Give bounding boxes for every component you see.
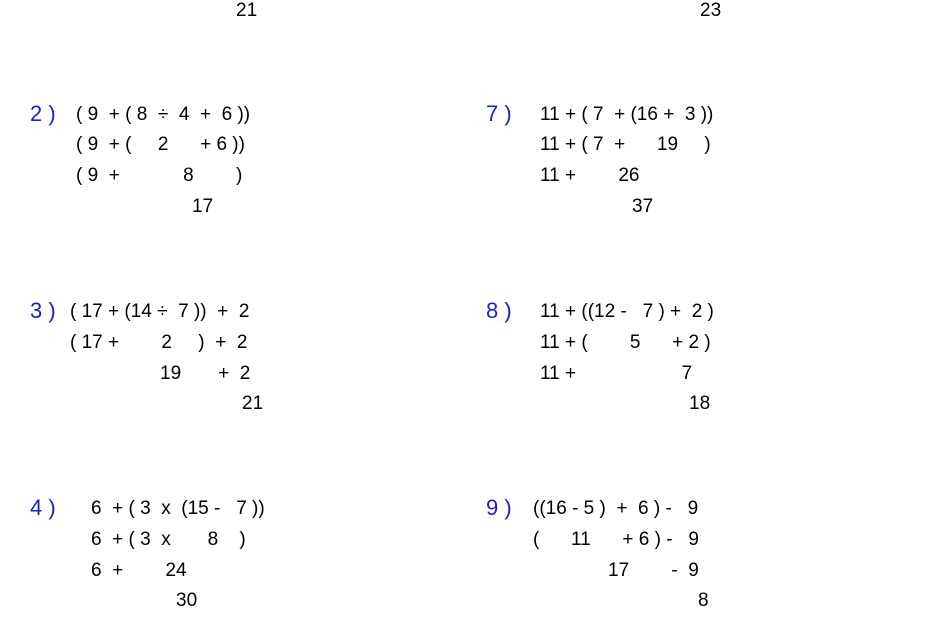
problem-6-final-result: 23 <box>700 0 722 21</box>
problem-7-step-2: 11 + ( 7 + 19 ) <box>540 134 711 155</box>
problem-8-step-2: 11 + ( 5 + 2 ) <box>540 332 711 353</box>
problem-8-number: 8 ) <box>486 298 512 323</box>
problem-2-step-3: ( 9 + 8 ) <box>76 165 243 186</box>
problem-4-step-2: 6 + ( 3 x 8 ) <box>91 529 246 550</box>
problem-9-result: 8 <box>698 590 709 611</box>
problem-4-number: 4 ) <box>30 495 56 520</box>
problem-4-step-1: 6 + ( 3 x (15 - 7 )) <box>91 498 265 519</box>
problem-7-step-1: 11 + ( 7 + (16 + 3 )) <box>540 104 714 125</box>
problem-9-number: 9 ) <box>486 495 512 520</box>
problem-3-step-1: ( 17 + (14 ÷ 7 )) + 2 <box>70 301 250 322</box>
problem-2-number: 2 ) <box>30 101 56 126</box>
problem-9-step-2: ( 11 + 6 ) - 9 <box>533 529 699 550</box>
problem-3-step-3: 19 + 2 <box>160 363 251 384</box>
problem-8-step-1: 11 + ((12 - 7 ) + 2 ) <box>540 301 714 322</box>
problem-9-step-3: 17 - 9 <box>608 560 699 581</box>
problem-3-step-2: ( 17 + 2 ) + 2 <box>70 332 248 353</box>
problem-7-result: 37 <box>632 196 654 217</box>
problem-4-step-3: 6 + 24 <box>91 560 187 581</box>
problem-2-step-2: ( 9 + ( 2 + 6 )) <box>76 134 245 155</box>
problem-8-result: 18 <box>689 393 711 414</box>
problem-3-number: 3 ) <box>30 298 56 323</box>
problem-7-number: 7 ) <box>486 101 512 126</box>
problem-7-step-3: 11 + 26 <box>540 165 640 186</box>
problem-2-step-1: ( 9 + ( 8 ÷ 4 + 6 )) <box>76 104 251 125</box>
problem-1-final-result: 21 <box>236 0 258 21</box>
problem-2-result: 17 <box>192 196 214 217</box>
problem-8-step-3: 11 + 7 <box>540 363 693 384</box>
problem-4-result: 30 <box>176 590 198 611</box>
problem-9-step-1: ((16 - 5 ) + 6 ) - 9 <box>533 498 699 519</box>
problem-3-result: 21 <box>242 393 264 414</box>
